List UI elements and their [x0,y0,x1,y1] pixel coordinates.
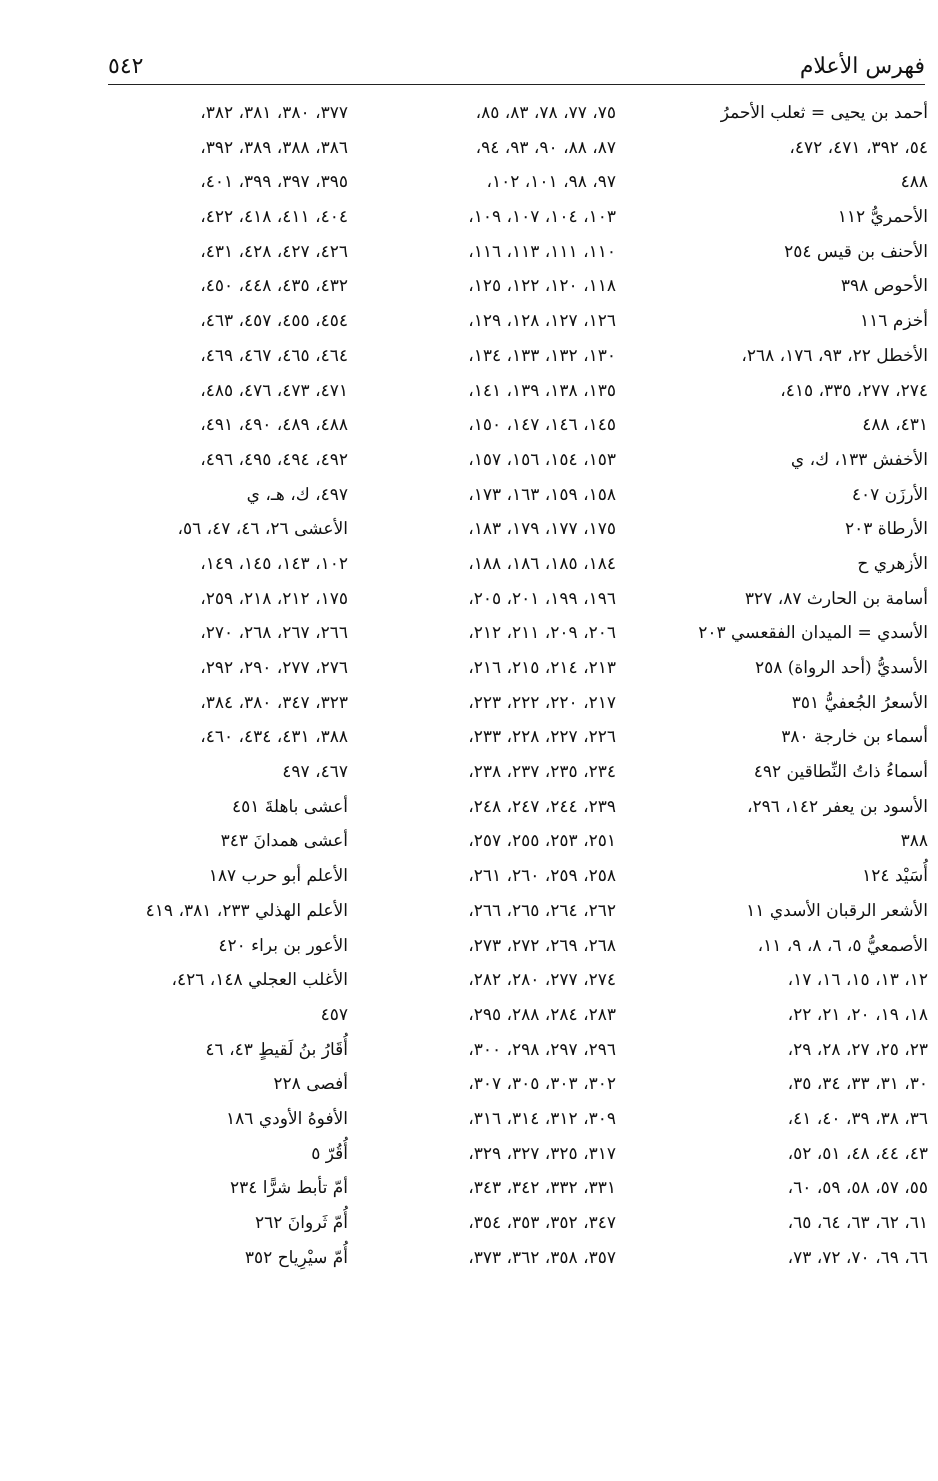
index-line: ٤٥٤، ٤٥٥، ٤٥٧، ٤٦٣، [200,311,348,332]
index-line: ٧٥، ٧٧، ٧٨، ٨٣، ٨٥، [475,103,616,123]
index-line: ٢١٣، ٢١٤، ٢١٥، ٢١٦، [468,658,616,678]
index-line: أحمد بن يحيى = ثعلب الأحمرُ [720,103,928,123]
index-line: ٣٠٩، ٣١٢، ٣١٤، ٣١٦، [468,1108,616,1129]
index-line: أخزم ١١٦ [860,311,928,332]
index-line: ٢٦٦، ٢٦٧، ٢٦٨، ٢٧٠، [200,623,348,644]
index-line: الأخفش ١٣٣، ك، ي [790,449,928,470]
index-line: أسماء بن خارجة ٣٨٠ [781,727,928,748]
index-line: أسماءُ ذاتُ النِّطاقين ٤٩٢ [753,762,928,783]
index-line: ٣٨٦، ٣٨٨، ٣٨٩، ٣٩٢، [200,137,348,158]
index-line: ١٠٢، ١٤٣، ١٤٥، ١٤٩، [200,553,348,574]
index-line: ٢٠٦، ٢٠٩، ٢١١، ٢١٢، [468,623,616,644]
index-column-left [98,96,348,1275]
index-line: ١١٠، ١١١، ١١٣، ١١٦، [468,241,616,262]
index-line: ٣٠٢، ٣٠٣، ٣٠٥، ٣٠٧، [468,1074,616,1095]
index-line: الأعشى ٢٦، ٤٦، ٤٧، ٥٦، [177,519,348,540]
index-line: الأرطاة ٢٠٣ [844,519,928,540]
index-line: ٣٤٧، ٣٥٢، ٣٥٣، ٣٥٤، [468,1213,616,1233]
index-line: الأعور بن براء ٤٢٠ [218,935,348,956]
index-line: ٢٣، ٢٥، ٢٧، ٢٨، ٢٩، [787,1039,928,1060]
index-line: ١٠٣، ١٠٤، ١٠٧، ١٠٩، [468,207,616,228]
index-line: أُمّ سيْرِياح ٣٥٢ [244,1247,348,1268]
index-line: ٢١٧، ٢٢٠، ٢٢٢، ٢٢٣، [468,692,616,713]
index-line: ٩٧، ٩٨، ١٠١، ١٠٢، [486,172,616,193]
index-line: أسامة بن الحارث ٨٧، ٣٢٧ [744,588,928,609]
index-line: الأحوص ٣٩٨ [840,276,928,297]
index-line: ١٥٨، ١٥٩، ١٦٣، ١٧٣، [468,484,616,505]
index-column-right [646,96,928,1275]
index-line: الأحمريُّ ١١٢ [837,207,928,228]
index-line: ١٩٦، ١٩٩، ٢٠١، ٢٠٥، [468,588,616,609]
index-line: أمّ تأبط شرًّا ٢٣٤ [230,1178,348,1199]
index-line: ٤٣٢، ٤٣٥، ٤٤٨، ٤٥٠، [200,276,348,297]
index-line: ٤٩٧، ك، هـ، ي [246,484,348,505]
index-line: ٢٦٨، ٢٦٩، ٢٧٢، ٢٧٣، [468,935,616,956]
index-line: ٤٥٧ [320,1004,348,1025]
index-line: ٣٣١، ٣٣٢، ٣٤٢، ٣٤٣، [468,1178,616,1199]
index-line: أعشى باهلةَ ٤٥١ [231,796,348,817]
index-line: أُمّ ثَروانَ ٢٦٢ [255,1213,348,1233]
index-line: أُقُرّ ٥ [311,1143,348,1164]
index-line: الأرزَن ٤٠٧ [851,484,928,505]
index-line: ٤٠٤، ٤١١، ٤١٨، ٤٢٢، [200,207,348,228]
index-line: ٢٥١، ٢٥٣، ٢٥٥، ٢٥٧، [468,831,616,852]
index-line: ١٥٣، ١٥٤، ١٥٦، ١٥٧، [468,449,616,470]
running-title: فهرس الأعلام [799,54,925,79]
index-line: ٣٨٨ [900,831,928,852]
index-line: ٢٦٢، ٢٦٤، ٢٦٥، ٢٦٦، [468,900,616,921]
index-line: الأغلب العجلي ١٤٨، ٤٢٦، [171,970,348,991]
index-line: ٢٧٤، ٢٧٧، ٢٨٠، ٢٨٢، [468,970,616,991]
index-line: ١٧٥، ١٧٧، ١٧٩، ١٨٣، [468,519,616,540]
index-line: الأعلم الهذلي ٢٣٣، ٣٨١، ٤١٩ [145,900,348,921]
index-line: ٢٧٤، ٢٧٧، ٣٣٥، ٤١٥، [780,380,928,401]
index-line: ٣٢٣، ٣٤٧، ٣٨٠، ٣٨٤، [200,692,348,713]
index-line: ٢٥٨، ٢٥٩، ٢٦٠، ٢٦١، [468,866,616,887]
index-line: ٢٣٤، ٢٣٥، ٢٣٧، ٢٣٨، [468,762,616,783]
index-line: ١٧٥، ٢١٢، ٢١٨، ٢٥٩، [200,588,348,609]
index-line: ٢٩٦، ٢٩٧، ٢٩٨، ٣٠٠، [468,1039,616,1060]
page-number: ٥٤٢ [108,54,144,79]
index-line: ٤٢٦، ٤٢٧، ٤٢٨، ٤٣١، [200,241,348,262]
index-line: ٤٣، ٤٤، ٤٨، ٥١، ٥٢، [787,1143,928,1164]
index-line: الأصمعيُّ ٥، ٦، ٨، ٩، ١١، [757,935,928,956]
index-line: أُسَيْد ١٢٤ [862,866,928,887]
index-line: الأزهري ح [857,553,928,574]
index-line: الأسدي = الميدان الفقعسي ٢٠٣ [698,623,928,644]
index-line: الأحنف بن قيس ٢٥٤ [784,241,928,262]
index-line: ٦٦، ٦٩، ٧٠، ٧٢، ٧٣، [787,1247,928,1268]
index-column-middle [366,96,616,1275]
index-line: ٢٢٦، ٢٢٧، ٢٢٨، ٢٣٣، [468,727,616,748]
index-line: ٤٩٢، ٤٩٤، ٤٩٥، ٤٩٦، [200,449,348,470]
index-line: أُقَارُ بنُ لَقيطٍ ٤٣، ٤٦ [205,1039,348,1060]
index-line: ٣٦، ٣٨، ٣٩، ٤٠، ٤١، [787,1108,928,1129]
index-line: ٢٨٣، ٢٨٤، ٢٨٨، ٢٩٥، [468,1004,616,1025]
index-line: ١١٨، ١٢٠، ١٢٢، ١٢٥، [468,276,616,297]
index-line: ٥٥، ٥٧، ٥٨، ٥٩، ٦٠، [787,1178,928,1199]
index-line: ١٨٤، ١٨٥، ١٨٦، ١٨٨، [468,553,616,574]
index-line: ٤٦٤، ٤٦٥، ٤٦٧، ٤٦٩، [200,345,348,366]
index-line: ٦١، ٦٢، ٦٣، ٦٤، ٦٥، [787,1213,928,1233]
index-line: ٢٧٦، ٢٧٧، ٢٩٠، ٢٩٢، [200,658,348,678]
index-line: الأشعر الرقبان الأسدي ١١ [746,900,928,921]
index-line: ١٣٥، ١٣٨، ١٣٩، ١٤١، [468,380,616,401]
index-line: أفصى ٢٢٨ [273,1074,348,1095]
index-line: ٣٠، ٣١، ٣٣، ٣٤، ٣٥، [787,1074,928,1095]
index-line: ٣٨٨، ٤٣١، ٤٣٤، ٤٦٠، [200,727,348,748]
index-line: ١٣٠، ١٣٢، ١٣٣، ١٣٤، [468,345,616,366]
index-line: ١٢، ١٣، ١٥، ١٦، ١٧، [787,970,928,991]
index-line: الأسديُّ (أحد الرواة) ٢٥٨ [754,658,928,678]
index-line: ٤٣١، ٤٨٨ [862,415,928,436]
index-line: الأخطل ٢٢، ٩٣، ١٧٦، ٢٦٨، [741,345,928,366]
index-line: الأسود بن يعفر ١٤٢، ٢٩٦، [746,796,928,817]
page-header [108,50,925,85]
index-line: ١٨، ١٩، ٢٠، ٢١، ٢٢، [787,1004,928,1025]
index-line: ١٢٦، ١٢٧، ١٢٨، ١٢٩، [468,311,616,332]
index-line: أعشى همدانَ ٣٤٣ [220,831,348,852]
index-line: ٨٧، ٨٨، ٩٠، ٩٣، ٩٤، [475,137,616,158]
index-line: ٣٩٥، ٣٩٧، ٣٩٩، ٤٠١، [200,172,348,193]
index-line: الأعلم أبو حرب ١٨٧ [208,866,348,887]
index-line: ٤٨٨ [900,172,928,193]
index-line: ٣٥٧، ٣٥٨، ٣٦٢، ٣٧٣، [468,1247,616,1268]
index-line: الأفوهُ الأودي ١٨٦ [226,1108,348,1129]
index-line: ٣٧٧، ٣٨٠، ٣٨١، ٣٨٢، [200,103,348,123]
index-line: ٥٤، ٣٩٢، ٤٧١، ٤٧٢، [789,137,928,158]
index-line: ٣١٧، ٣٢٥، ٣٢٧، ٣٢٩، [468,1143,616,1164]
index-line: ٢٣٩، ٢٤٤، ٢٤٧، ٢٤٨، [468,796,616,817]
index-line: ٤٧١، ٤٧٣، ٤٧٦، ٤٨٥، [200,380,348,401]
index-line: ١٤٥، ١٤٦، ١٤٧، ١٥٠، [468,415,616,436]
index-line: ٤٨٨، ٤٨٩، ٤٩٠، ٤٩١، [200,415,348,436]
index-line: ٤٦٧، ٤٩٧ [282,762,348,783]
index-line: الأسعرُ الجُعفيُّ ٣٥١ [791,692,928,713]
